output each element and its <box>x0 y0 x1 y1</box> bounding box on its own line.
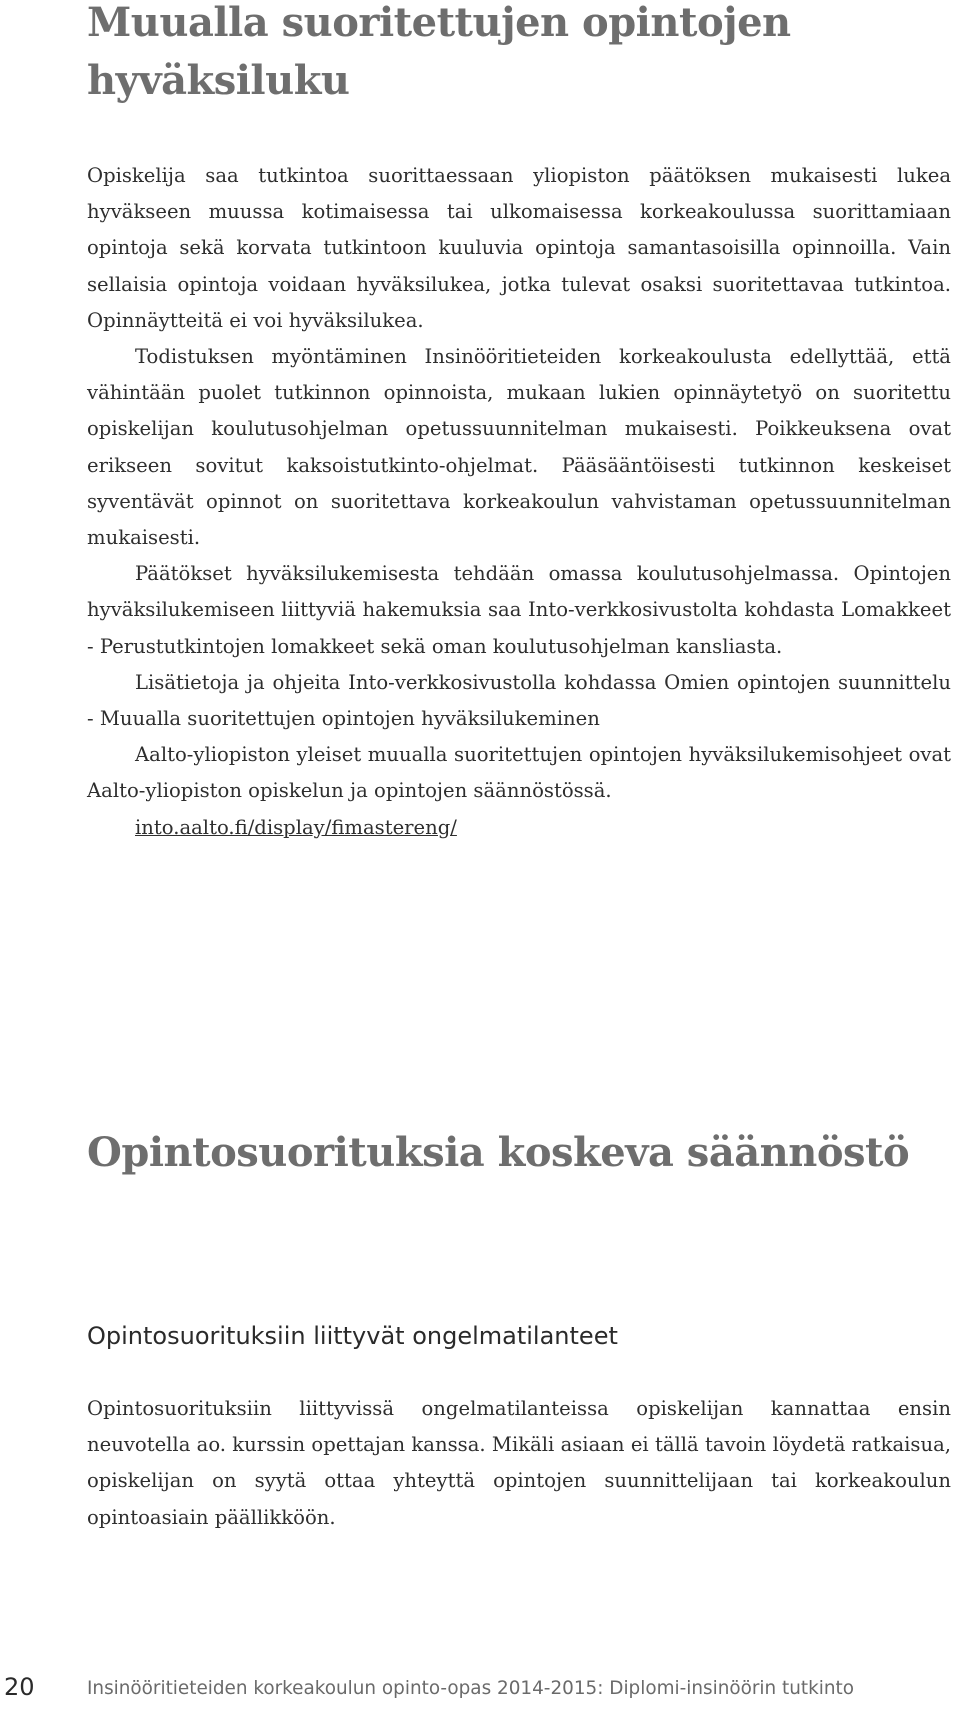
page-number: 20 <box>4 1673 35 1701</box>
footer-text: Insinööritieteiden korkeakoulun opinto-opas 2014-2015: Diplomi-insinöörin tutkinto <box>87 1678 855 1699</box>
paragraph: Lisätietoja ja ohjeita Into-verkkosivustolla kohdassa Omien opintojen suunnittelu - Muualla suoritettujen opintojen hyväksilukeminen <box>87 670 951 731</box>
page-footer <box>0 1672 960 1702</box>
section-title-hyvaksiluku: Muualla suoritettujen opintojen hyväksiluku <box>87 0 791 104</box>
paragraph: Todistuksen myöntäminen Insinööritieteiden korkeakoulusta edellyttää, että vähintään puolet tutkinnon opinnoista, mukaan lukien opinnäytetyö on suoritettu opiskelijan koulutusohjelman opetussuunnitelman mukaisesti. Poikkeuksena ovat erikseen sovitut kaksoistutkinto-ohjelmat. Pääsääntöisesti tutkinnon keskeiset syventävät opinnot on suoritettava korkeakoulun vahvistaman opetussuunnitelman mukaisesti. <box>87 345 951 550</box>
paragraph: Päätökset hyväksilukemisesta tehdään omassa koulutusohjelmassa. Opintojen hyväksilukemiseen liittyviä hakemuksia saa Into-verkkosivustolta kohdasta Lomakkeet - Perustutkintojen lomakkeet sekä oman koulutusohjelman kansliasta. <box>87 562 951 658</box>
into-aalto-link[interactable]: into.aalto.fi/display/fimastereng/ <box>135 815 457 839</box>
link-paragraph <box>87 810 951 846</box>
paragraph: Opintosuorituksiin liittyvissä ongelmatilanteissa opiskelijan kannattaa ensin neuvotella ao. kurssin opettajan kanssa. Mikäli asiaan ei tällä tavoin löydetä ratkaisua, opiskelijan on syytä ottaa yhteyttä opintojen suunnittelijaan tai korkeakoulun opintoasiain päällikköön. <box>87 1397 951 1529</box>
paragraph: Aalto-yliopiston yleiset muualla suoritettujen opintojen hyväksilukemisohjeet ovat Aalto-yliopiston opiskelun ja opintojen säännöstössä. <box>87 743 951 803</box>
section-body-ongelmatilanteet <box>87 1391 951 1536</box>
section-body-hyvaksiluku <box>87 158 951 846</box>
section-title-saannosto: Opintosuorituksia koskeva säännöstö <box>87 1129 910 1176</box>
paragraph: Opiskelija saa tutkintoa suorittaessaan yliopiston päätöksen mukaisesti lukea hyväkseen muussa kotimaisessa tai ulkomaisessa korkeakoulussa suorittamiaan opintoja sekä korvata tutkintoon kuuluvia opintoja samantasoisilla opinnoilla. Vain sellaisia opintoja voidaan hyväksilukea, jotka tulevat osaksi suoritettavaa tutkintoa. Opinnäytteitä ei voi hyväksilukea. <box>87 164 951 332</box>
subsection-title-ongelmatilanteet: Opintosuorituksiin liittyvät ongelmatilanteet <box>87 1322 618 1350</box>
